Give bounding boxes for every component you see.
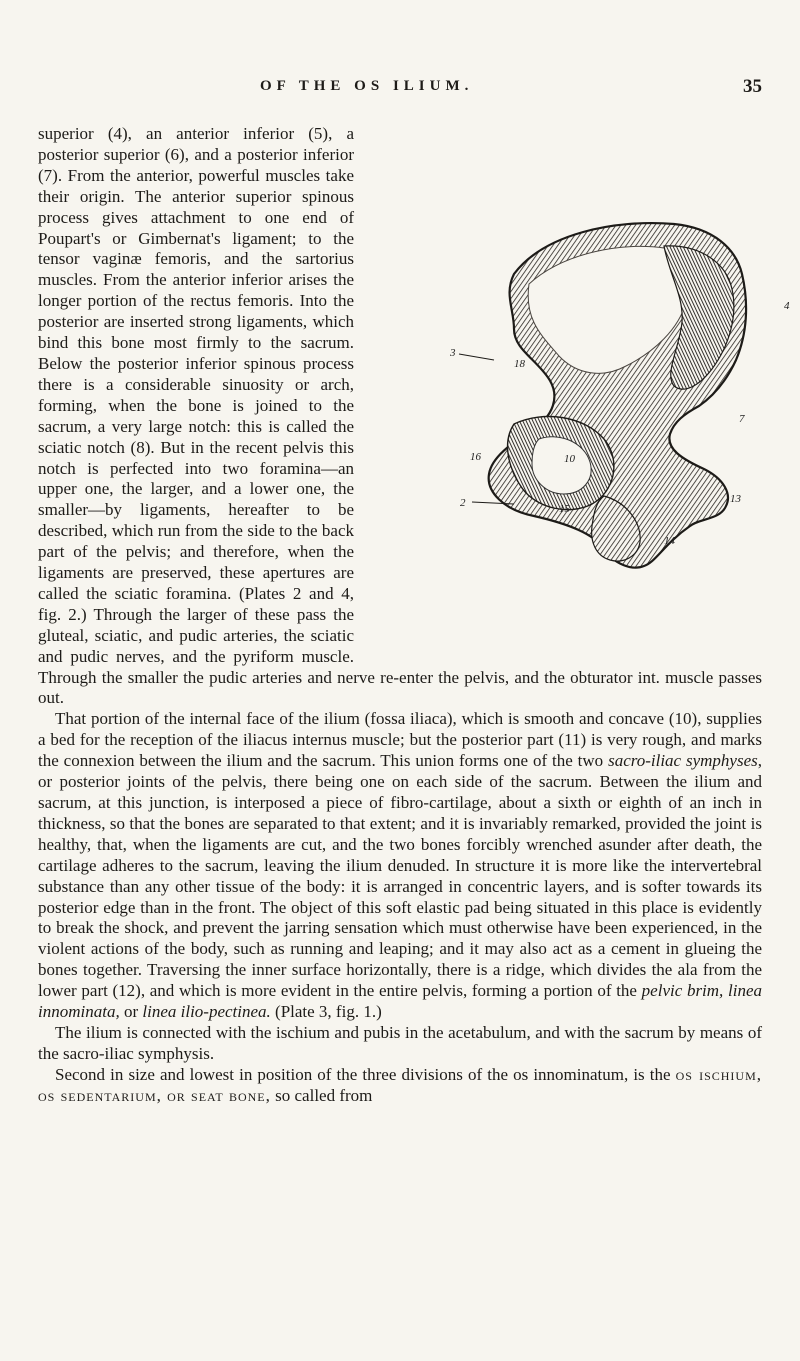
figure-label-18: 18 <box>514 358 525 370</box>
figure-label-14: 14 <box>664 535 675 547</box>
ilium-illustration <box>364 124 800 654</box>
paragraph-2-text-d: (Plate 3, fig. 1.) <box>270 1002 382 1022</box>
figure-label-3: 3 <box>450 347 456 359</box>
paragraph-2-text-a: That portion of the internal face of the ilium (fossa iliaca), which is smooth and concave (10), supplies a bed for the reception of the iliacus internus muscle; but the posterior part (11) is very rough, and marks the connexion between the ilium and the sacrum. This union forms one of the two <box>38 709 762 771</box>
paragraph-4-text-a: Second in size and lowest in position of the three divisions of the os innominatum, is the <box>55 1064 676 1084</box>
term-sacro-iliac-symphyses: sacro-iliac symphyses <box>608 751 758 771</box>
figure-label-10: 10 <box>564 453 575 465</box>
paragraph-3: The ilium is connected with the ischium and pubis in the acetabulum, and with the sacrum by means of the sacro-iliac symphysis. <box>38 1022 762 1063</box>
paragraph-1: superior (4), an anterior inferior (5), a posterior superior (6), and a posterior inferior (7). From the anterior, powerful muscles take their origin. The anterior superior spinous process gives attachment to one end of Poupart's or Gimbernat's ligament; to the tensor vaginæ femoris, and the sartorius muscles. From the anterior inferior arises the longer portion of the rectus femoris. Into the posterior are inserted strong ligaments, which bind this bone most firmly to the sacrum. Below the posterior inferior spinous process there is a considerable sinuosity or arch, forming, when the bone is joined to the sacrum, a very large notch: this is called the sciatic notch (8). But in the recent pelvis this notch is perfected into two foramina—an upper one, the larger, and a lower one, the smaller—by ligaments, hereafter to be described, which run from the side to the back part of the pelvis; and therefore, when the ligaments are preserved, these apertures are called the sciatic foramina. (Plates 2 and 4, fig. 2.) Through the larger of these pass the gluteal, sciatic, and pudic arteries, the sciatic and pudic nerves, and the pyriform muscle. Through the smaller the pudic arteries and nerve re-enter the pelvis, and the obturator int. muscle passes out. <box>38 124 762 708</box>
ilium-engraving <box>364 124 800 654</box>
running-title: OF THE OS ILIUM. <box>260 78 474 94</box>
term-linea-ilio-pectinea: linea ilio-pectinea. <box>142 1002 271 1022</box>
page-number: 35 <box>743 76 762 97</box>
paragraph-2-text-c: or <box>119 1002 143 1022</box>
paragraph-2 <box>38 709 762 1023</box>
paragraph-2-text-b: , or posterior joints of the pelvis, there being one on each side of the sacrum. Between the ilium and sacrum, at this junction, is interposed a piece of fibro-cartilage, about a sixth or eighth of an inch in thickness, so that the bones are separated to that extent; and it is invariably remarked, provided the joint is healthy, that, when the ligaments are cut, and the two bones forcibly wrenched asunder after death, the cartilage adheres to the sacrum, leaving the ilium denuded. In structure it is more like the intervertebral substance than any other tissue of the body: it is arranged in concentric layers, and is softer towards its posterior edge than in the front. The object of this soft elastic pad being situated in this place is evidently to break the shock, and prevent the jarring sensation which must otherwise have been experienced, in the violent actions of the body, such as running and leaping; and it may also act as a cement in glueing the bones together. Traversing the inner surface horizontally, there is a ridge, which divides the ala from the lower part (12), and which is more evident in the entire pelvis, forming a portion of the <box>38 751 762 1001</box>
figure-label-7: 7 <box>739 413 745 425</box>
figure-label-15: 15 <box>559 503 570 515</box>
running-head <box>0 78 800 102</box>
body-text <box>38 124 790 1107</box>
term-os-ischium: os ischium, os sedentarium, or seat bone, <box>38 1064 762 1105</box>
paragraph-4-text-b: so called from <box>270 1085 373 1105</box>
figure-label-13: 13 <box>730 493 741 505</box>
term-pelvic-brim: pelvic brim, linea innominata, <box>38 981 762 1022</box>
figure-label-2: 2 <box>460 497 466 509</box>
figure-label-4: 4 <box>784 300 790 312</box>
paragraph-4 <box>38 1065 762 1107</box>
figure-label-16: 16 <box>470 451 481 463</box>
